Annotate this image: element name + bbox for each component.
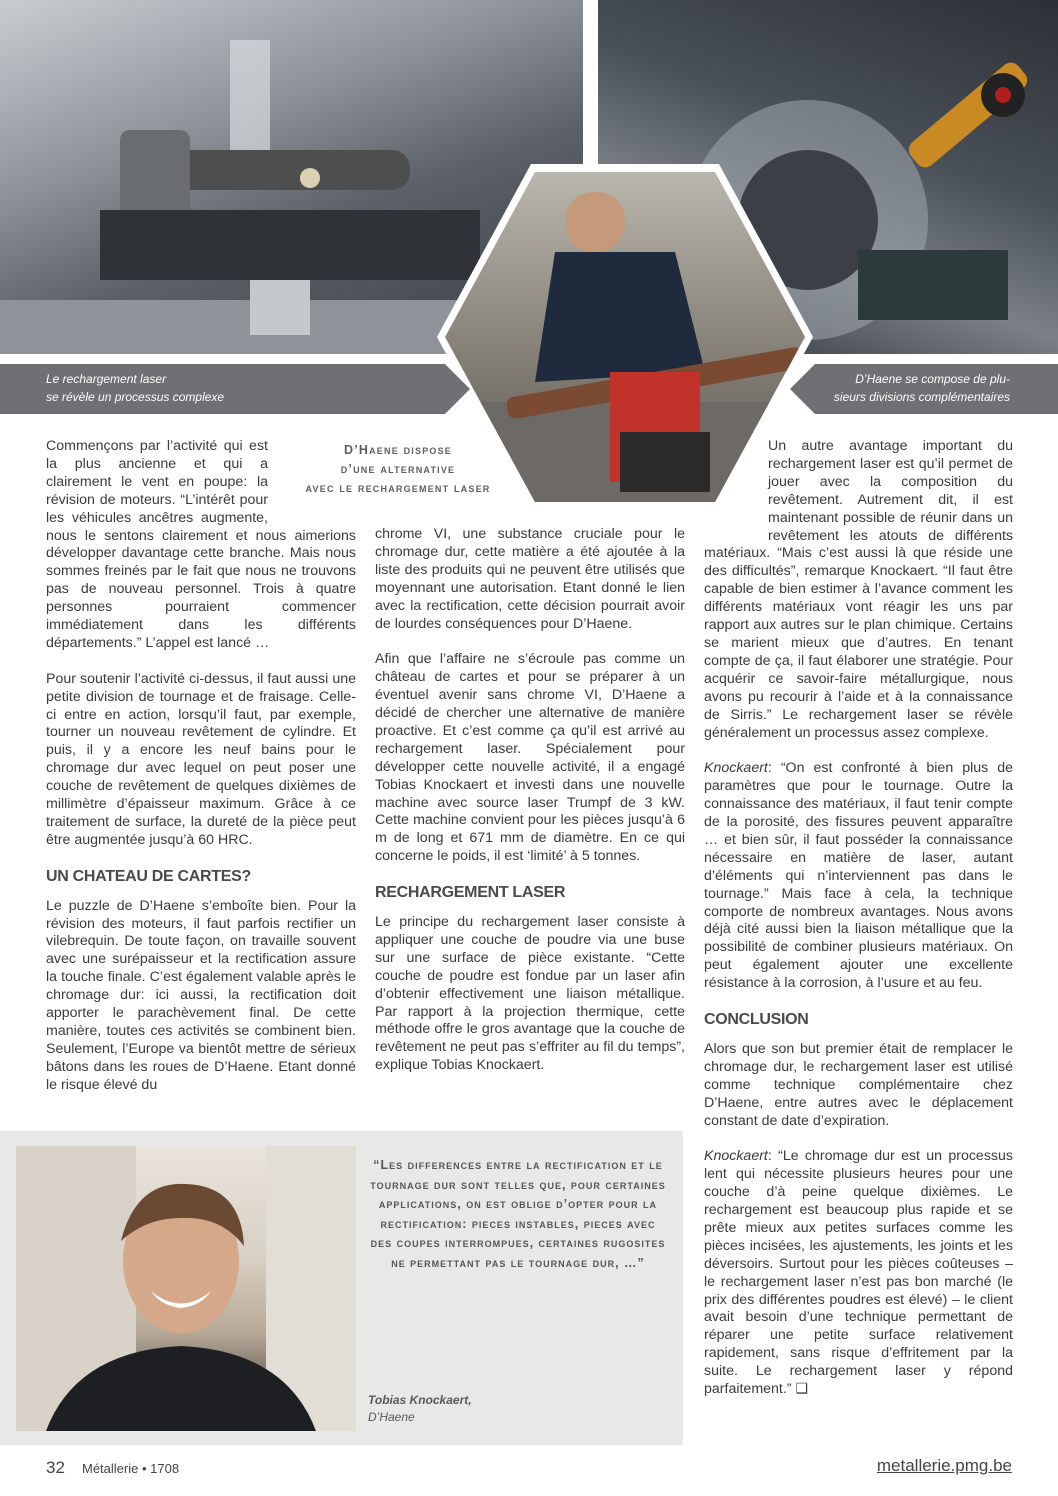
- col3-paragraph-3: Alors que son but premier était de remplacer le chromage dur, le rechargement laser est utilisé comme technique complémentaire chez D’Haene, entre autres avec le déplacement constant de date d’expiration.: [704, 1040, 1013, 1129]
- quote-company: D’Haene: [368, 1410, 415, 1424]
- caption-right-line2: sieurs divisions complémentaires: [833, 390, 1010, 404]
- col3-p4-text: : “Le chromage dur est un processus lent qui nécessite plusieurs heures pour une couche d’à peine quelque dixièmes. Le rechargement est beaucoup plus rapide et se prête mieux aux petites surfaces comme les pièces incisées, les ajustements, les joints et les déversoirs. Surtout pour les pièces coûteuses – le rechargement laser n’est pas bon marché (le prix des différentes poudres est élevé) – le client avait besoin d’une technique permettant de réparer une petite surface relativement rapidement, sans risque d’effritement par la suite. Le rechargement laser y répond parfaitement.” ❑: [704, 1148, 1013, 1398]
- col3-paragraph-2: [704, 760, 1013, 993]
- col3-paragraph-1: Un autre avantage important du rechargement laser est qu’il permet de jouer avec la composition du revêtement. Autrement dit, il est maintenant possible de réunir dans un revêtement les atouts de différents matériaux. “Mais c’est aussi là que réside une des difficultés”, remarque Knockaert. “Il faut être capable de bien estimer à l’avance comment les différents matériaux vont réagir les uns par rapport aux autres sur le plan chimique. Certains se marient mieux que d’autres. En tenant compte de ça, il faut élaborer une stratégie. Pour acquérir ce savoir-faire métallurgique, nous avons pu recourir à l’aide et à la connaissance de Sirris.” Le rechargement laser se révèle généralement un processus assez complexe.: [704, 438, 1013, 741]
- interview-quote: “Les differences entre la rectification et le tournage dur sont telles que, pour certaines applications, on est oblige d’opter pour la rectification: pieces instables, pieces avec des coupes interrompues, certaines rugosites ne permettant pas le tournage dur, …”: [370, 1158, 666, 1270]
- col1-heading: UN CHATEAU DE CARTES?: [46, 867, 251, 885]
- col1-paragraph-2: Pour soutenir l’activité ci-dessus, il faut aussi une petite division de tournage et de fraisage. Celle-ci entre en action, lorsqu’il faut, par exemple, tourner un nouveau revêtement de cylindre. Et puis, il y a encore les neuf bains pour le chromage dur avec lequel on peut poser une couche de revêtement de quelques dixièmes de millimètre d’épaisseur maximum. Grâce à ce traitement de surface, la dureté de la pièce peut être augmentée jusqu’à 60 HRC.: [46, 670, 356, 848]
- caption-right-line1: D’Haene se compose de plu-: [855, 372, 1010, 386]
- column-2: [375, 526, 685, 1093]
- col2-heading: RECHARGEMENT LASER: [375, 884, 566, 902]
- col2-paragraph-1: chrome VI, une substance cruciale pour le chromage dur, cette matière a été ajoutée à la liste des produits qui ne peuvent être utilisés que moyennant une autorisation. Etant donné le lien avec la rectification, cette décision pourrait avoir de lourdes conséquences pour D’Haene.: [375, 526, 685, 632]
- website-link[interactable]: metallerie.pmg.be: [876, 1456, 1012, 1475]
- caption-left-line2: se révèle un processus complexe: [46, 390, 225, 404]
- magazine-issue: Métallerie • 1708: [82, 1461, 180, 1476]
- col1-p1-text: Commençons par l’activité qui est la plus ancienne et qui a clairement le vent en poupe: la révision de moteurs. “L’intérêt pour les véhicules ancêtres augmente, nous le sentons clairement et nous aimerions développer davantage cette branche. Mais nous sommes freinés par le fait que nous ne trouvons pas de nouveau personnel. Trois à quatre personnes pourraient commencer immédiatement dans les différents départements.” L’appel est lancé …: [46, 438, 356, 651]
- col2-paragraph-3: Le principe du rechargement laser consiste à appliquer une couche de poudre via une buse sur une surface de pièce existante. “Cette couche de poudre est fondue par un laser afin d’obtenir effectivement une liaison métallique. Par rapport à la projection thermique, cette méthode offre le gros avantage que la couche de revêtement ne peut pas s’effriter au fil du temps”, explique Tobias Knockaert.: [375, 914, 685, 1074]
- portrait-photo: [16, 1146, 356, 1431]
- portrait-illustration: [16, 1146, 356, 1431]
- col1-paragraph-1: [46, 438, 356, 653]
- col2-paragraph-2: Afin que l’affaire ne s’écroule pas comme un château de cartes et pour se préparer à un éventuel avenir sans chrome VI, D’Haene a décidé de chercher une alternative de manière proactive. Et c’est comme ça qu’il est arrivé au rechargement laser. Spécialement pour développer cette nouvelle activité, il a engagé Tobias Knockaert et investi dans une nouvelle machine avec source laser Trumpf de 3 kW. Cette machine convient pour les pièces jusqu’à 6 m de long et 671 mm de diamètre. En ce qui concerne le poids, il est ‘limité’ à 5 tonnes.: [375, 651, 685, 865]
- caption-right: [820, 370, 1010, 406]
- pull-quote-line3: avec le rechargement laser: [305, 481, 491, 495]
- col1-paragraph-3: Le puzzle de D’Haene s’emboîte bien. Pour la révision des moteurs, il faut parfois rectifier un vilebrequin. De toute façon, on travaille souvent avec une surépaisseur et la rectification assure la touche finale. C’est également valable après le chromage dur: ici aussi, la rectification doit apporter le parachèvement final. De cette manière, toutes ces activités se combinent bien. Seulement, l’Europe va bientôt mettre de sérieux bâtons dans les roues de D’Haene. Etant donné le risque élevé du: [46, 897, 356, 1093]
- col3-p4-speaker: Knockaert: [704, 1148, 768, 1165]
- quote-attribution: [368, 1392, 472, 1426]
- col3-heading: CONCLUSION: [704, 1010, 809, 1028]
- col3-p2-speaker: Knockaert: [704, 760, 768, 777]
- quote-name: Tobias Knockaert,: [368, 1393, 472, 1407]
- col3-p2-text: : “On est confronté à bien plus de paramètres que pour le tournage. Outre la connaissance des matériaux, il faut tenir compte de la porosité, des fissures peuvent apparaître … et bien sûr, il faut posséder la connaissance nécessaire en matière de laser, autant d’éléments qui n’interviennent pas dans le tournage.” Mais face à cela, la technique comporte de nombreux avantages. Nous avons déjà cité aussi bien la liaison métallique que la possibilité de combiner plusieurs matériaux. On peut également ajouter une excellente résistance à la corrosion, à l’usure et au feu.: [704, 760, 1013, 992]
- caption-left-line1: Le rechargement laser: [46, 372, 167, 386]
- col3-paragraph-4: [704, 1148, 1013, 1399]
- caption-left: [46, 370, 224, 406]
- page-number: 32: [46, 1458, 65, 1477]
- column-3: [704, 438, 1013, 1417]
- pull-quote-line2: d’une alternative: [340, 462, 456, 476]
- column-1: [46, 438, 356, 1112]
- pull-quote-line1: D’Haene dispose: [343, 443, 453, 457]
